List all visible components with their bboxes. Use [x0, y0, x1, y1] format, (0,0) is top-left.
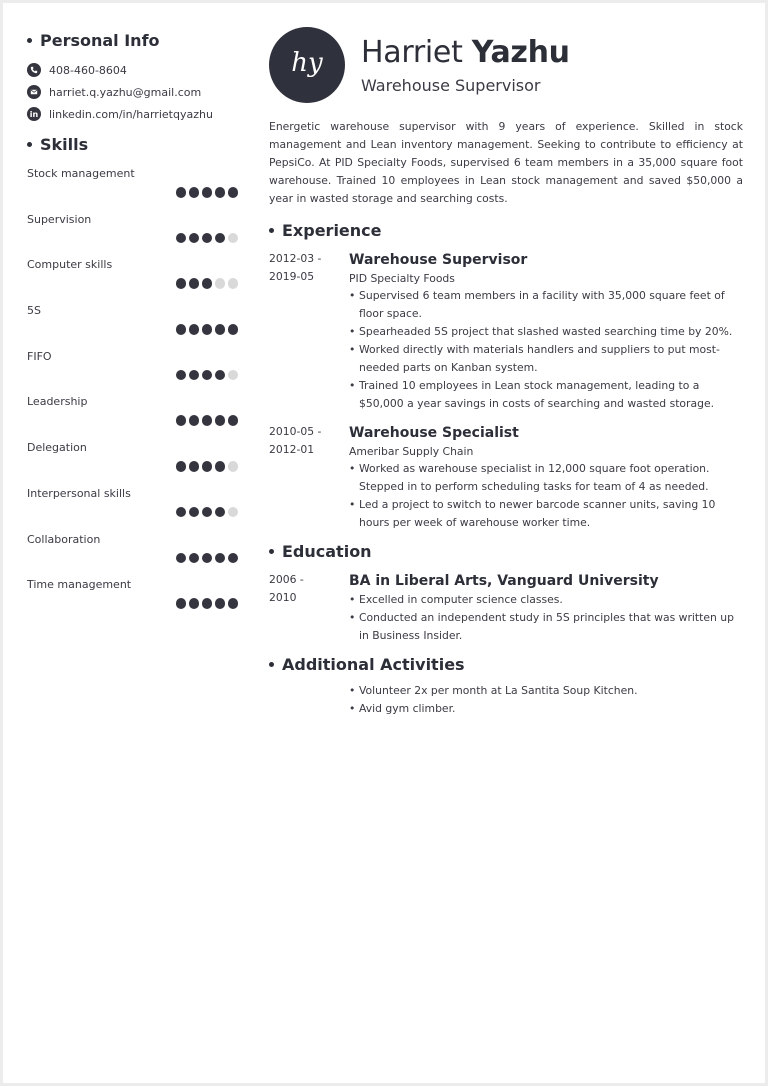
- rating-dot-filled: [189, 233, 200, 244]
- skills-heading: Skills: [27, 135, 249, 154]
- rating-dot-filled: [176, 415, 187, 426]
- resume-page: [3, 3, 765, 1083]
- rating-dot-filled: [202, 598, 213, 609]
- rating-dot-filled: [202, 370, 213, 381]
- rating-dot-filled: [176, 598, 187, 609]
- rating-dot-filled: [228, 415, 239, 426]
- experience-entry: [269, 250, 743, 413]
- skill-rating: [176, 461, 239, 472]
- entry-title: BA in Liberal Arts, Vanguard University: [349, 573, 659, 589]
- bullet-item: • Spearheaded 5S project that slashed wasted searching time by 20%.: [349, 323, 743, 341]
- entry-body: [349, 423, 743, 532]
- rating-dot-filled: [215, 187, 226, 198]
- entry-bullets: [349, 591, 743, 645]
- skill-name: Collaboration: [27, 532, 101, 546]
- skill-rating: [176, 507, 239, 518]
- envelope-icon: [27, 85, 41, 99]
- rating-dot-filled: [176, 507, 187, 518]
- bullet-item: • Volunteer 2x per month at La Santita Soup Kitchen.: [349, 682, 743, 700]
- skill-rating: [176, 415, 239, 426]
- rating-dot-empty: [228, 507, 239, 518]
- rating-dot-filled: [176, 553, 187, 564]
- sidebar: [27, 31, 249, 620]
- bullet-item: • Worked directly with materials handlers and suppliers to put most-needed parts on Kanban system.: [349, 341, 743, 377]
- phone-icon: [27, 63, 41, 77]
- skill-item: [27, 300, 249, 346]
- linkedin-link[interactable]: linkedin.com/in/harrietqyazhu: [49, 107, 213, 121]
- skill-rating: [176, 187, 239, 198]
- date-end: 2010: [269, 591, 297, 604]
- experience-entry: [269, 423, 743, 532]
- skill-item: [27, 529, 249, 575]
- skill-item: [27, 209, 249, 255]
- rating-dot-filled: [228, 553, 239, 564]
- skill-name: Delegation: [27, 441, 87, 455]
- email-link[interactable]: harriet.q.yazhu@gmail.com: [49, 85, 202, 99]
- bullet-icon: [27, 38, 32, 43]
- entry-title: Warehouse Supervisor: [349, 252, 528, 268]
- rating-dot-filled: [189, 415, 200, 426]
- rating-dot-filled: [215, 324, 226, 335]
- rating-dot-filled: [189, 553, 200, 564]
- skill-name: Leadership: [27, 395, 88, 409]
- entry-bullets: [349, 287, 743, 413]
- entry-organization: PID Specialty Foods: [349, 272, 455, 285]
- rating-dot-filled: [215, 598, 226, 609]
- rating-dot-filled: [189, 324, 200, 335]
- last-name: Yazhu: [471, 34, 570, 70]
- date-start: 2006 -: [269, 573, 304, 586]
- rating-dot-empty: [228, 461, 239, 472]
- rating-dot-filled: [202, 278, 213, 289]
- main-content: [269, 27, 743, 718]
- rating-dot-filled: [202, 233, 213, 244]
- entry-body: [349, 571, 743, 645]
- name-block: [361, 36, 570, 95]
- bullet-icon: [27, 142, 32, 147]
- rating-dot-filled: [202, 415, 213, 426]
- skills-list: [27, 163, 249, 620]
- entry-dates: [269, 250, 349, 413]
- rating-dot-filled: [215, 370, 226, 381]
- experience-heading: Experience: [269, 221, 743, 240]
- bullet-item: • Supervised 6 team members in a facility with 35,000 square feet of floor space.: [349, 287, 743, 323]
- rating-dot-filled: [189, 598, 200, 609]
- entry-title: Warehouse Specialist: [349, 425, 519, 441]
- skill-name: Time management: [27, 578, 132, 592]
- rating-dot-filled: [228, 187, 239, 198]
- rating-dot-filled: [189, 370, 200, 381]
- rating-dot-filled: [176, 187, 187, 198]
- activities-list: [349, 682, 743, 718]
- rating-dot-empty: [215, 278, 226, 289]
- bullet-item: • Avid gym climber.: [349, 700, 743, 718]
- rating-dot-empty: [228, 233, 239, 244]
- education-heading: Education: [269, 542, 743, 561]
- bullet-item: • Excelled in computer science classes.: [349, 591, 743, 609]
- summary-text: Energetic warehouse supervisor with 9 years of experience. Skilled in stock management and Lean inventory management. Seeking to contribute to efficiency at PepsiCo. At PID Specialty Foods, supervised 6 team members in a 35,000 square foot warehouse. Trained 10 employees in Lean stock management and saved $50,000 a year in wasted storage and searching costs.: [269, 120, 743, 205]
- contact-email: [27, 81, 249, 103]
- rating-dot-filled: [202, 461, 213, 472]
- skill-item: [27, 391, 249, 437]
- job-title: Warehouse Supervisor: [361, 75, 541, 95]
- entry-dates: [269, 423, 349, 532]
- skill-item: [27, 346, 249, 392]
- skill-rating: [176, 553, 239, 564]
- rating-dot-filled: [228, 598, 239, 609]
- skill-item: [27, 254, 249, 300]
- rating-dot-filled: [215, 415, 226, 426]
- education-list: [269, 571, 743, 645]
- monogram-avatar: hy: [269, 27, 345, 103]
- skill-name: Stock management: [27, 167, 135, 180]
- entry-body: [349, 250, 743, 413]
- first-name: Harriet: [361, 34, 463, 70]
- education-entry: [269, 571, 743, 645]
- contact-linkedin: [27, 103, 249, 125]
- bullet-icon: [269, 549, 274, 554]
- rating-dot-filled: [202, 553, 213, 564]
- skill-item: [27, 163, 249, 209]
- skill-name: Supervision: [27, 212, 92, 226]
- contact-list: [27, 59, 249, 125]
- rating-dot-filled: [202, 507, 213, 518]
- date-end: 2012-01: [269, 443, 315, 456]
- skill-name: Computer skills: [27, 258, 113, 272]
- skill-item: [27, 437, 249, 483]
- rating-dot-filled: [189, 278, 200, 289]
- skill-item: [27, 574, 249, 620]
- skill-name: 5S: [27, 304, 41, 318]
- entry-bullets: [349, 460, 743, 532]
- skill-rating: [176, 370, 239, 381]
- rating-dot-filled: [215, 461, 226, 472]
- candidate-name: [361, 36, 570, 69]
- skill-item: [27, 483, 249, 529]
- phone-text: 408-460-8604: [49, 63, 127, 77]
- rating-dot-filled: [176, 370, 187, 381]
- bullet-icon: [269, 662, 274, 667]
- entry-organization: Ameribar Supply Chain: [349, 445, 474, 458]
- rating-dot-filled: [176, 324, 187, 335]
- rating-dot-filled: [189, 461, 200, 472]
- bullet-icon: [269, 228, 274, 233]
- activities-heading: Additional Activities: [269, 655, 743, 674]
- bullet-item: • Led a project to switch to newer barcode scanner units, saving 10 hours per week of warehouse worker time.: [349, 496, 743, 532]
- skill-rating: [176, 598, 239, 609]
- skill-name: FIFO: [27, 349, 52, 363]
- rating-dot-filled: [202, 187, 213, 198]
- resume-header: [269, 27, 743, 103]
- rating-dot-filled: [228, 324, 239, 335]
- rating-dot-empty: [228, 278, 239, 289]
- experience-list: [269, 250, 743, 532]
- rating-dot-filled: [176, 278, 187, 289]
- date-start: 2010-05 -: [269, 425, 322, 438]
- rating-dot-empty: [228, 370, 239, 381]
- date-end: 2019-05: [269, 270, 315, 283]
- rating-dot-filled: [176, 461, 187, 472]
- rating-dot-filled: [215, 233, 226, 244]
- date-start: 2012-03 -: [269, 252, 322, 265]
- entry-dates: [269, 571, 349, 645]
- personal-info-heading: Personal Info: [27, 31, 249, 50]
- rating-dot-filled: [215, 507, 226, 518]
- skill-rating: [176, 278, 239, 289]
- bullet-item: • Worked as warehouse specialist in 12,000 square foot operation. Stepped in to perform scheduling tasks for team of 4 as needed.: [349, 460, 743, 496]
- rating-dot-filled: [176, 233, 187, 244]
- bullet-item: • Conducted an independent study in 5S principles that was written up in Business Insider.: [349, 609, 743, 645]
- bullet-item: • Trained 10 employees in Lean stock management, leading to a $50,000 a year savings in costs of searching and wasted storage.: [349, 377, 743, 413]
- contact-phone: [27, 59, 249, 81]
- rating-dot-filled: [215, 553, 226, 564]
- skill-rating: [176, 324, 239, 335]
- rating-dot-filled: [202, 324, 213, 335]
- skill-name: Interpersonal skills: [27, 486, 131, 500]
- rating-dot-filled: [189, 187, 200, 198]
- rating-dot-filled: [189, 507, 200, 518]
- linkedin-icon: in: [27, 107, 41, 121]
- skill-rating: [176, 233, 239, 244]
